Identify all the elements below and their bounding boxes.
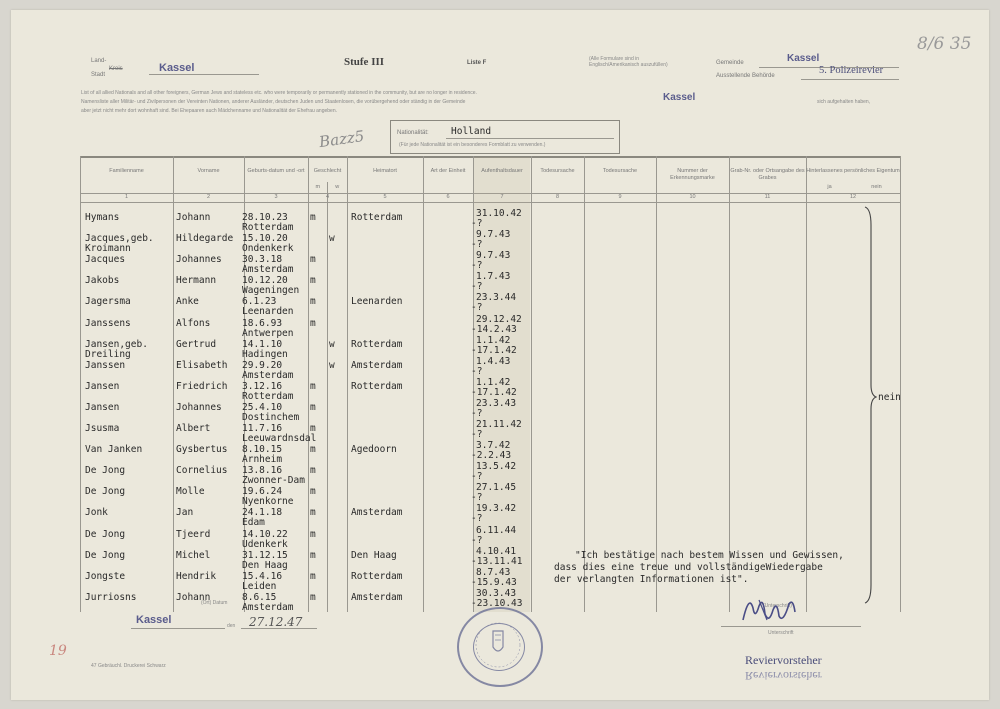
birth-date-cell: 3.12.16 xyxy=(242,380,283,392)
birth-date-cell: 28.10.23 xyxy=(242,212,288,223)
birth-place-cell: Leenarden xyxy=(242,306,294,318)
stay-from-cell: 1.7.43 xyxy=(476,271,511,283)
birth-date-cell: 11.7.16 xyxy=(242,423,283,434)
surname-cell: De Jong xyxy=(85,549,126,561)
column-subheader: ja xyxy=(827,184,832,190)
small-note: (Alle Formulare sind in Englisch/Amerikanisch auszufüllen) xyxy=(589,56,668,68)
surname-cell: De Jong xyxy=(85,486,126,498)
stay-to-cell: -? xyxy=(471,407,483,419)
sex-cell: m xyxy=(310,507,316,519)
column-subheader: w xyxy=(335,184,340,190)
surname-cell: Jsusma xyxy=(85,423,120,434)
first-name-cell: Alfons xyxy=(176,317,211,329)
intro-line-1: List of all allied Nationals and all other foreigners, German Jews and stateless etc. who were temporarily or permanently stationed in the community, but are no longer in residence. xyxy=(81,90,477,96)
stay-from-cell: 9.7.43 xyxy=(476,250,511,262)
land-label: Land- xyxy=(91,58,107,64)
birth-date-cell: 25.4.10 xyxy=(242,401,283,413)
birth-date-cell: 10.12.20 xyxy=(242,275,288,287)
home-town-cell: Amsterdam xyxy=(351,591,403,603)
corner-pencil-note: 8/6 35 xyxy=(917,34,972,54)
birth-place-cell: Arnheim xyxy=(242,454,283,466)
behoerde-label: Ausstellende Behörde xyxy=(716,73,775,79)
column-number: 6 xyxy=(446,194,450,200)
sex-cell: m xyxy=(310,444,316,456)
stay-to-cell: -? xyxy=(471,365,483,377)
birth-date-cell: 14.1.10 xyxy=(242,338,283,350)
home-town-cell: Rotterdam xyxy=(351,338,403,350)
column-header: Vorname xyxy=(197,168,220,174)
stay-to-cell: -? xyxy=(471,260,483,272)
column-subheader: m xyxy=(315,184,321,190)
first-name-cell: Tjeerd xyxy=(176,528,211,540)
stay-to-cell: -? xyxy=(471,492,483,504)
stay-from-cell: 23.3.44 xyxy=(476,292,517,304)
first-name-cell: Johannes xyxy=(176,401,222,413)
stay-to-cell: -? xyxy=(471,281,483,293)
birth-place-cell: Amsterdam xyxy=(242,264,294,276)
stay-to-cell: -? xyxy=(471,513,483,525)
birth-date-cell: 13.8.16 xyxy=(242,465,283,477)
stay-from-cell: 3.7.42 xyxy=(476,440,511,452)
surname-cell: Jansen xyxy=(85,380,120,392)
sex-cell: m xyxy=(310,254,316,266)
brace-bracket xyxy=(863,205,873,605)
sex-cell: m xyxy=(310,317,316,329)
birth-date-cell: 18.6.93 xyxy=(242,317,283,329)
column-header: Todesursache xyxy=(540,168,575,174)
sex-cell: m xyxy=(310,275,316,287)
column-number: 12 xyxy=(849,194,857,200)
stay-to-cell: -? xyxy=(471,218,483,229)
nationality-value: Holland xyxy=(451,126,492,137)
stay-to-cell: -? xyxy=(471,471,483,483)
first-name-cell: Gysbertus xyxy=(176,444,228,456)
stay-to-cell: -? xyxy=(471,302,483,314)
first-name-cell: Hendrik xyxy=(176,570,217,582)
stay-to-cell: -? xyxy=(471,239,483,251)
birth-date-cell: 24.1.18 xyxy=(242,507,283,519)
stay-to-cell: -? xyxy=(471,429,483,440)
sex-cell: m xyxy=(310,570,316,582)
column-number: 9 xyxy=(618,194,622,200)
footer-place-stamp: Kassel xyxy=(136,614,172,626)
declaration-line-2: dass dies eine treue und vollständigeWiedergabe xyxy=(554,562,823,573)
first-name-cell: Hildegarde xyxy=(176,233,234,245)
column-number: 11 xyxy=(764,194,771,200)
stay-from-cell: 9.7.43 xyxy=(476,229,511,241)
nationality-box xyxy=(390,120,620,154)
stay-from-cell: 31.10.42 xyxy=(476,208,522,219)
column-header: Art der Einheit xyxy=(430,168,466,174)
surname-cell: Jansen,geb. xyxy=(85,338,148,350)
sex-cell: m xyxy=(310,380,316,392)
birth-date-cell: 15.10.20 xyxy=(242,233,288,245)
birth-date-cell: 31.12.15 xyxy=(242,549,288,561)
column-header: Geburts-datum und -ort xyxy=(247,168,305,174)
sex-cell: m xyxy=(310,528,316,540)
column-number: 1 xyxy=(124,194,129,200)
birth-place-cell: Leiden xyxy=(242,580,277,592)
birth-place-cell: Dostinchem xyxy=(242,411,300,423)
gemeinde-label: Gemeinde xyxy=(716,60,744,66)
intro-line-2-end: sich aufgehalten haben, xyxy=(817,99,871,105)
first-name-cell: Anke xyxy=(176,296,199,308)
sex-cell: m xyxy=(310,591,316,603)
surname-cell: Van Janken xyxy=(85,444,143,456)
handwritten-signature xyxy=(739,590,799,628)
column-number: 7 xyxy=(500,194,504,200)
stay-to-cell: -2.2.43 xyxy=(471,450,512,462)
official-seal xyxy=(457,607,543,687)
birth-date-cell: 8.10.15 xyxy=(242,444,283,456)
stay-from-cell: 30.3.43 xyxy=(476,587,517,599)
intro-city-stamp: Kassel xyxy=(663,92,696,103)
first-name-cell: Gertrud xyxy=(176,338,217,350)
birth-place-cell: Amsterdam xyxy=(242,369,294,381)
stay-from-cell: 21.11.42 xyxy=(476,419,522,430)
footer-date-label: den xyxy=(227,623,236,629)
birth-place-cell: Rotterdam xyxy=(242,390,294,402)
kreis-label: Kreis xyxy=(109,66,123,72)
surname-cell: Hymans xyxy=(85,212,120,223)
stay-from-cell: 8.7.43 xyxy=(476,566,511,578)
sex-cell: m xyxy=(310,549,316,561)
first-name-cell: Johann xyxy=(176,591,211,603)
pencil-mark: Bazz5 xyxy=(317,126,366,152)
declaration-line-1: "Ich bestätige nach bestem Wissen und Gewissen, xyxy=(575,550,844,561)
home-town-cell: Den Haag xyxy=(351,549,397,561)
margin-note: 19 xyxy=(49,643,67,659)
birth-place-cell: Hadingen xyxy=(242,348,288,360)
stay-from-cell: 6.11.44 xyxy=(476,524,517,536)
surname-cell: Jurriosns xyxy=(85,591,137,603)
home-town-cell: Rotterdam xyxy=(351,212,403,223)
sex-cell: m xyxy=(310,401,316,413)
birth-place-cell: Ondenkerk xyxy=(242,243,294,255)
printer-note: 47 Gebräuchl. Druckerei Schwarz xyxy=(91,663,166,669)
column-number: 10 xyxy=(689,194,696,200)
behoerde-stamp: 5. Polizeirevier xyxy=(819,65,884,76)
stay-from-cell: 4.10.41 xyxy=(476,545,517,557)
signature-label-bottom: Unterschrift xyxy=(768,630,794,636)
declaration-line-3: der verlangten Informationen ist". xyxy=(554,574,749,585)
birth-place-cell: Rotterdam xyxy=(242,222,294,233)
surname-cell: Janssen xyxy=(85,359,126,371)
first-name-cell: Jan xyxy=(176,507,194,519)
birth-date-cell: 14.10.22 xyxy=(242,528,288,540)
intro-line-2: Namensliste aller Militär- und Zivilpersonen der Vereinten Nationen, anderer Ausländer, deutschen Juden und Staatenlosen, die vorübergehend oder ständig in der Gemeinde xyxy=(81,99,466,105)
surname-cell: De Jong xyxy=(85,528,126,540)
footer-place-label: (Ort) Datum xyxy=(201,600,228,606)
column-header: Aufenthaltsdauer xyxy=(481,168,523,174)
column-header: Heimatort xyxy=(373,168,397,174)
birth-place-cell: Antwerpen xyxy=(242,327,294,339)
surname-cell: Janssens xyxy=(85,317,131,329)
column-header: Grab-Nr. oder Ortsangabe des Grabes xyxy=(730,168,805,181)
birth-date-cell: 29.9.20 xyxy=(242,359,283,371)
surname-cell: De Jong xyxy=(85,465,126,477)
nationality-note: (Für jede Nationalität ist ein besonderes Formblatt zu verwenden.) xyxy=(399,142,546,148)
column-header: Hinterlassenes persönliches Eigentum xyxy=(806,168,900,174)
document-sheet xyxy=(11,10,989,700)
surname-cell: Jacques xyxy=(85,254,126,266)
reviervorsteher-stamp: Reviervorsteher xyxy=(745,653,822,667)
home-town-cell: Amsterdam xyxy=(351,359,403,371)
column-number: 3 xyxy=(274,194,278,200)
sex-cell: m xyxy=(310,423,316,434)
nationality-label: Nationalität: xyxy=(397,130,429,136)
column-header: Familienname xyxy=(109,168,144,174)
first-name-cell: Molle xyxy=(176,486,205,498)
column-header: Geschlecht xyxy=(313,168,342,174)
stay-to-cell: -14.2.43 xyxy=(471,323,517,335)
birth-place-cell: Edam xyxy=(242,517,265,529)
home-town-cell: Rotterdam xyxy=(351,570,403,582)
stay-from-cell: 19.3.42 xyxy=(476,503,517,515)
stay-to-cell: -13.11.41 xyxy=(471,555,523,567)
column-subheader: nein xyxy=(871,184,882,190)
city-stamp: Kassel xyxy=(159,62,195,74)
birth-place-cell: Leeuwardnsdal xyxy=(242,433,317,444)
stadt-label: Stadt xyxy=(91,72,106,78)
first-name-cell: Cornelius xyxy=(176,465,228,477)
first-name-cell: Hermann xyxy=(176,275,217,287)
sex-cell: m xyxy=(310,486,316,498)
sex-cell: w xyxy=(329,233,335,245)
bracket-note: nein xyxy=(878,392,901,403)
first-name-cell: Johannes xyxy=(176,254,222,266)
birth-place-cell: Zwonner-Dam xyxy=(242,475,305,487)
intro-line-3: aber jetzt nicht mehr dort wohnhaft sind. Bei Ehepaaren auch Mädchenname und Nationalität der Ehefrau angeben. xyxy=(81,108,337,114)
stay-from-cell: 1.4.43 xyxy=(476,355,511,367)
first-name-cell: Johann xyxy=(176,212,211,223)
first-name-cell: Elisabeth xyxy=(176,359,228,371)
stay-from-cell: 1.1.42 xyxy=(476,334,511,346)
sex-cell: m xyxy=(310,465,316,477)
surname-cell: Jakobs xyxy=(85,275,120,287)
surname-line2-cell: Kroimann xyxy=(85,243,131,255)
first-name-cell: Friedrich xyxy=(176,380,228,392)
home-town-cell: Agedoorn xyxy=(351,444,397,456)
sex-cell: m xyxy=(310,212,316,223)
birth-place-cell: Udenkerk xyxy=(242,538,288,550)
birth-date-cell: 19.6.24 xyxy=(242,486,283,498)
birth-date-cell: 6.1.23 xyxy=(242,296,277,308)
sex-cell: m xyxy=(310,296,316,308)
birth-date-cell: 30.3.18 xyxy=(242,254,283,266)
stay-from-cell: 23.3.43 xyxy=(476,397,517,409)
stay-to-cell: -15.9.43 xyxy=(471,576,517,588)
gemeinde-stamp: Kassel xyxy=(787,53,820,64)
reviervorsteher-stamp-mirror: Reviervorsteher xyxy=(745,669,822,683)
first-name-cell: Michel xyxy=(176,549,211,561)
stay-from-cell: 27.1.45 xyxy=(476,482,517,494)
surname-cell: Jongste xyxy=(85,570,126,582)
column-number: 8 xyxy=(555,194,560,200)
column-header: Nummer der Erkennungsmarke xyxy=(670,168,715,181)
home-town-cell: Amsterdam xyxy=(351,507,403,519)
birth-place-cell: Den Haag xyxy=(242,559,288,571)
column-number: 2 xyxy=(206,194,211,200)
footer-date: 27.12.47 xyxy=(249,615,303,629)
birth-place-cell: Nyenkorne xyxy=(242,496,294,508)
stufe-title: Stufe III xyxy=(344,56,385,68)
surname-cell: Jagersma xyxy=(85,296,131,308)
surname-cell: Jansen xyxy=(85,401,120,413)
surname-cell: Jonk xyxy=(85,507,108,519)
home-town-cell: Leenarden xyxy=(351,296,403,308)
birth-date-cell: 15.4.16 xyxy=(242,570,283,582)
stay-from-cell: 29.12.42 xyxy=(476,313,522,325)
column-header: Todesursache xyxy=(602,168,638,174)
liste-label: Liste F xyxy=(467,60,487,66)
home-town-cell: Rotterdam xyxy=(351,380,403,392)
first-name-cell: Albert xyxy=(176,423,211,434)
stay-to-cell: -23.10.43 xyxy=(471,597,523,609)
sex-cell: w xyxy=(329,359,335,371)
column-number: 5 xyxy=(383,194,387,200)
column-number: 4 xyxy=(325,194,330,200)
stay-to-cell: -? xyxy=(471,534,483,546)
surname-line2-cell: Dreiling xyxy=(85,348,131,360)
signature-label-top: (Unterschrift) xyxy=(763,603,792,609)
birth-place-cell: Amsterdam xyxy=(242,601,294,613)
stay-from-cell: 13.5.42 xyxy=(476,461,517,473)
stay-to-cell: -17.1.42 xyxy=(471,344,517,356)
birth-date-cell: 8.6.15 xyxy=(242,591,277,603)
birth-place-cell: Wageningen xyxy=(242,285,300,297)
stay-from-cell: 1.1.42 xyxy=(476,376,511,388)
sex-cell: w xyxy=(329,338,335,350)
stay-to-cell: -17.1.42 xyxy=(471,386,517,398)
surname-cell: Jacques,geb. xyxy=(85,233,154,245)
